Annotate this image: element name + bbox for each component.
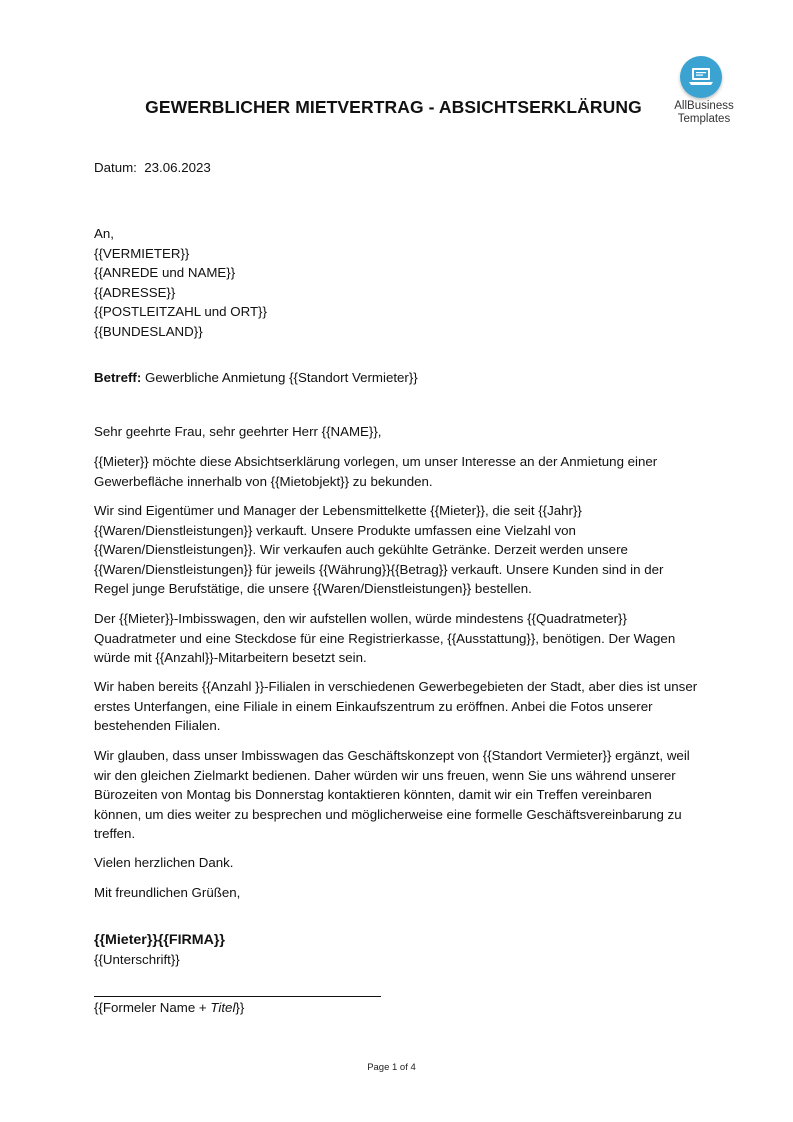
- recipient-line: {{BUNDESLAND}}: [94, 323, 203, 339]
- signature-name: [94, 998, 244, 1018]
- paragraph-line: Quadratmeter und eine Steckdose für eine Registrierkasse, {{Ausstattung}}, benötigen. Der Wagen: [94, 630, 676, 646]
- recipient-line: {{ADRESSE}}: [94, 284, 176, 300]
- recipient-salutation: An,: [94, 226, 114, 241]
- recipient-line: {{VERMIETER}}: [94, 245, 190, 261]
- paragraph-line: bestehenden Filialen.: [94, 718, 221, 733]
- logo-circle: [680, 56, 722, 98]
- date-label: Datum: [94, 160, 134, 175]
- signature-line: [94, 996, 381, 997]
- paragraph-line: erstes Unterfangen, eine Filiale in einem Einkaufszentrum zu eröffnen. Anbei die Fotos unserer: [94, 698, 653, 714]
- recipient-line: {{POSTLEITZAHL und ORT}}: [94, 304, 267, 319]
- signature-sign: {{Unterschrift}}: [94, 952, 180, 967]
- signature-name-prefix: {{Formeler Name +: [94, 1000, 211, 1015]
- paragraph-line: Wir glauben, dass unser Imbisswagen das Geschäftskonzept von {{Standort Vermieter}} ergänzt, weil: [94, 748, 690, 763]
- subject-label: Betreff:: [94, 370, 142, 385]
- logo-line-2: Templates: [677, 113, 731, 125]
- paragraph-line: können, um dies weiter zu besprechen und möglicherweise eine formelle Geschäftsvereinbarung zu: [94, 806, 682, 822]
- page-number: Page 1 of 4: [367, 1062, 416, 1073]
- signature-company: [94, 931, 225, 951]
- paragraph-line: Wir sind Eigentümer und Manager der Lebensmittelkette {{Mieter}}, die seit {{Jahr}}: [94, 503, 582, 518]
- recipient-block: [94, 224, 267, 341]
- paragraph-line: {{Waren/Dienstleistungen}} verkauft. Unsere Produkte umfassen eine Vielzahl von: [94, 522, 576, 538]
- closing-line: Mit freundlichen Grüßen,: [94, 885, 241, 900]
- paragraph-line: Bürozeiten von Montag bis Donnerstag kontaktieren könnten, damit wir ein Treffen vereinbaren: [94, 787, 652, 802]
- paragraph-line: treffen.: [94, 826, 136, 841]
- subject-text: Gewerbliche Anmietung {{Standort Vermieter}}: [144, 370, 418, 385]
- signature-name-italic: Titel: [210, 1000, 236, 1015]
- date-value: 23.06.2023: [144, 160, 211, 175]
- paragraph-line: Gewerbefläche innerhalb von {{Mietobjekt}} zu bekunden.: [94, 473, 433, 489]
- thanks-line: Vielen herzlichen Dank.: [94, 855, 234, 870]
- recipient-line: {{ANREDE und NAME}}: [94, 265, 236, 280]
- paragraph-line: Regel junge Berufstätige, die unsere {{Waren/Dienstleistungen}} bestellen.: [94, 581, 532, 596]
- laptop-icon: [680, 56, 722, 98]
- date-line: Datum: 23.06.2023: [94, 160, 211, 175]
- paragraph-5: [94, 746, 690, 844]
- paragraph-4: [94, 677, 697, 736]
- subject-line: [94, 368, 418, 388]
- paragraph-line: würde mit {{Anzahl}}-Mitarbeitern besetzt sein.: [94, 650, 367, 665]
- logo: [668, 54, 740, 128]
- paragraph-line: Der {{Mieter}}-Imbisswagen, den wir aufstellen wollen, würde mindestens {{Quadratmeter}}: [94, 611, 627, 626]
- paragraph-2: [94, 501, 663, 599]
- greeting: Sehr geehrte Frau, sehr geehrter Herr {{NAME}},: [94, 424, 382, 439]
- page-title: GEWERBLICHER MIETVERTRAG - ABSICHTSERKLÄRUNG: [145, 97, 642, 117]
- paragraph-line: {{Waren/Dienstleistungen}}. Wir verkaufen auch gekühlte Getränke. Derzeit werden unsere: [94, 542, 628, 557]
- paragraph-line: wir den gleichen Zielmarkt bedienen. Daher würden wir uns freuen, wenn Sie uns während unserer: [94, 767, 676, 783]
- signature-name-suffix: }}: [235, 1000, 245, 1015]
- signature-company-b: {{FIRMA}}: [157, 932, 225, 948]
- logo-line-1: AllBusiness: [674, 100, 734, 112]
- paragraph-line: Wir haben bereits {{Anzahl }}-Filialen in verschiedenen Gewerbegebieten der Stadt, aber dies ist unser: [94, 679, 698, 694]
- paragraph-1: [94, 452, 657, 491]
- logo-text: [668, 100, 740, 126]
- paragraph-line: {{Waren/Dienstleistungen}} für jeweils {{Währung}}{{Betrag}} verkauft. Unsere Kunden sind in der: [94, 561, 664, 577]
- paragraph-3: [94, 609, 675, 668]
- signature-company-a: {{Mieter}}: [94, 932, 158, 948]
- paragraph-line: {{Mieter}} möchte diese Absichtserklärung vorlegen, um unser Interesse an der Anmietung einer: [94, 454, 658, 469]
